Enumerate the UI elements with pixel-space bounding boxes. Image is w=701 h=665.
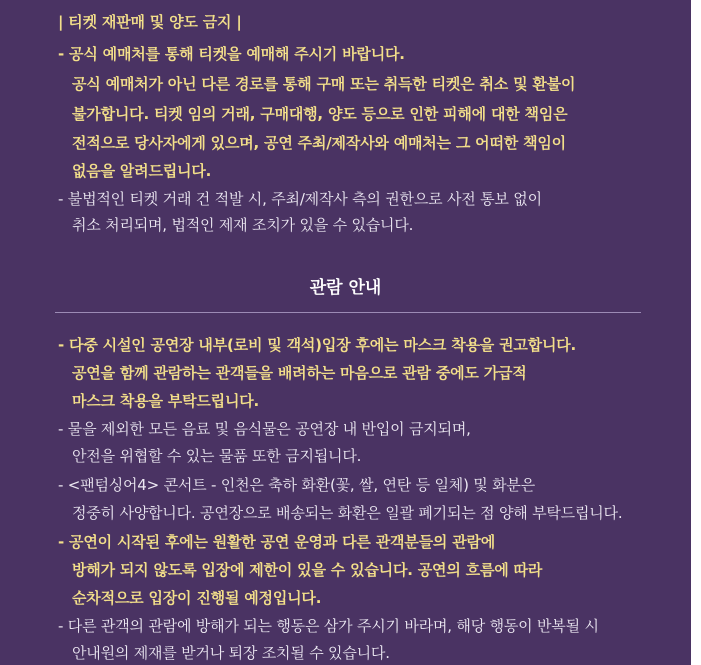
notice-line: - 다른 관객의 관람에 방해가 되는 행동은 삼가 주시기 바라며, 해당 행동이 반복될 시 [58,617,599,635]
notice-line: 방해가 되지 않도록 입장에 제한이 있을 수 있습니다. 공연의 흐름에 따라 [72,561,543,579]
notice-line: 안내원의 제재를 받거나 퇴장 조치될 수 있습니다. [72,644,390,662]
notice-line: 순차적으로 입장이 진행될 예정입니다. [72,589,322,607]
notice-line: 없음을 알려드립니다. [72,162,212,180]
notice-line: 공연을 함께 관람하는 관객들을 배려하는 마음으로 관람 중에도 가급적 [72,364,527,382]
notice-line: 정중히 사양합니다. 공연장으로 배송되는 화환은 일괄 폐기되는 점 양해 부탁드립니다. [72,504,623,522]
notice-line: - 다중 시설인 공연장 내부(로비 및 객석)입장 후에는 마스크 착용을 권고합니다. [58,336,577,354]
notice-line: 취소 처리되며, 법적인 제재 조치가 있을 수 있습니다. [72,216,414,234]
notice-line: 전적으로 당사자에게 있으며, 공연 주최/제작사와 예매처는 그 어떠한 책임이 [72,134,566,152]
notice-line: - <팬텀싱어4> 콘서트 - 인천은 축하 화환(꽃, 쌀, 연탄 등 일체) 및 화분은 [58,476,536,494]
notice-line: 공식 예매처가 아닌 다른 경로를 통해 구매 또는 취득한 티켓은 취소 및 환불이 [72,75,576,93]
notice-line: - 물을 제외한 모든 음료 및 음식물은 공연장 내 반입이 금지되며, [58,420,471,438]
notice-line: - 공식 예매처를 통해 티켓을 예매해 주시기 바랍니다. [58,45,405,63]
section-divider [55,312,641,313]
notice-line: 불가합니다. 티켓 임의 거래, 구매대행, 양도 등으로 인한 피해에 대한 책임은 [72,105,568,123]
section-header: | 티켓 재판매 및 양도 금지 | [58,13,242,31]
notice-line: - 공연이 시작된 후에는 원활한 공연 운영과 다른 관객분들의 관람에 [58,533,496,551]
notice-line: - 불법적인 티켓 거래 건 적발 시, 주최/제작사 측의 권한으로 사전 통보 없이 [58,190,542,208]
notice-line: 마스크 착용을 부탁드립니다. [72,392,260,410]
page-edge [691,0,701,665]
notice-line: 안전을 위협할 수 있는 물품 또한 금지됩니다. [72,447,362,465]
section-title: 관람 안내 [309,278,382,298]
